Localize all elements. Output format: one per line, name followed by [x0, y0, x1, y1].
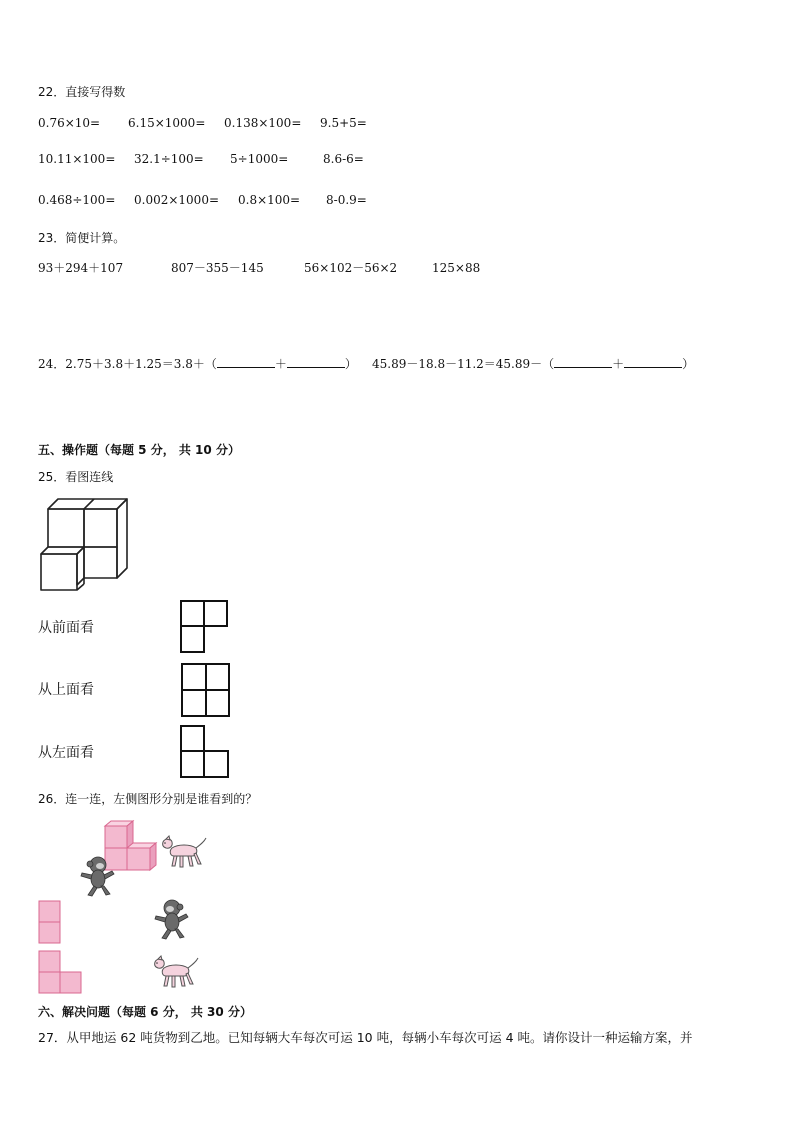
q22-item: 0.468÷100=	[38, 193, 116, 207]
q22-item: 6.15×1000=	[128, 116, 206, 130]
q22-item: 10.11×100=	[38, 152, 116, 166]
dog-icon	[160, 836, 208, 870]
q22-item: 0.76×10=	[38, 116, 101, 130]
view-grid-front[interactable]	[180, 600, 228, 654]
q22-item: 9.5+5=	[320, 116, 367, 130]
plus-sign: ＋	[274, 357, 287, 371]
q26-title: 26．连一连，左侧图形分别是谁看到的？	[38, 792, 258, 806]
answer-blank[interactable]	[554, 357, 612, 368]
q22-item: 0.8×100=	[238, 193, 301, 207]
q24-part1: 2.75＋3.8＋1.25＝3.8＋（	[65, 357, 217, 371]
q23-title: 23．简便计算。	[38, 231, 126, 245]
view-grid-left[interactable]	[180, 725, 230, 779]
view-label-front: 从前面看	[38, 620, 94, 636]
q23-item: 93＋294＋107	[38, 261, 124, 275]
q24-line	[38, 357, 357, 370]
q24-part2: 45.89－18.8－11.2＝45.89－（	[372, 357, 555, 371]
q23-item: 807－355－145	[171, 261, 264, 275]
dog-icon	[152, 956, 200, 990]
close-paren: ）	[682, 357, 695, 371]
pink-view-column[interactable]	[38, 900, 62, 944]
q22-item: 8.6-6=	[323, 152, 364, 166]
monkey-icon	[152, 898, 192, 940]
q23-item: 56×102－56×2	[304, 261, 398, 275]
q22-item: 8-0.9=	[326, 193, 367, 207]
view-label-top: 从上面看	[38, 682, 94, 698]
plus-sign: ＋	[612, 357, 625, 371]
monkey-icon	[78, 855, 118, 897]
close-paren: ）	[344, 357, 357, 371]
q22-item: 0.138×100=	[224, 116, 302, 130]
view-grid-top[interactable]	[181, 663, 231, 717]
q27-text: 27．从甲地运 62 吨货物到乙地。已知每辆大车每次可运 10 吨，每辆小车每次可运 4 吨。请你设计一种运输方案，并	[38, 1030, 693, 1045]
q24-line-2	[372, 357, 694, 370]
q22-item: 5÷1000=	[230, 152, 289, 166]
pink-view-l-shape[interactable]	[38, 950, 84, 994]
answer-blank[interactable]	[287, 357, 345, 368]
section-heading: 五、操作题（每题 5 分， 共 10 分）	[38, 443, 240, 457]
q22-item: 0.002×1000=	[134, 193, 220, 207]
q23-item: 125×88	[432, 261, 481, 275]
answer-blank[interactable]	[217, 357, 275, 368]
section-heading: 六、解决问题（每题 6 分， 共 30 分）	[38, 1005, 252, 1019]
cube-stack-figure	[38, 496, 133, 594]
q24-number: 24．	[38, 357, 66, 371]
answer-blank[interactable]	[624, 357, 682, 368]
q22-item: 32.1÷100=	[134, 152, 204, 166]
q25-title: 25．看图连线	[38, 470, 114, 484]
q22-title: 22．直接写得数	[38, 85, 126, 99]
view-label-left: 从左面看	[38, 745, 94, 761]
